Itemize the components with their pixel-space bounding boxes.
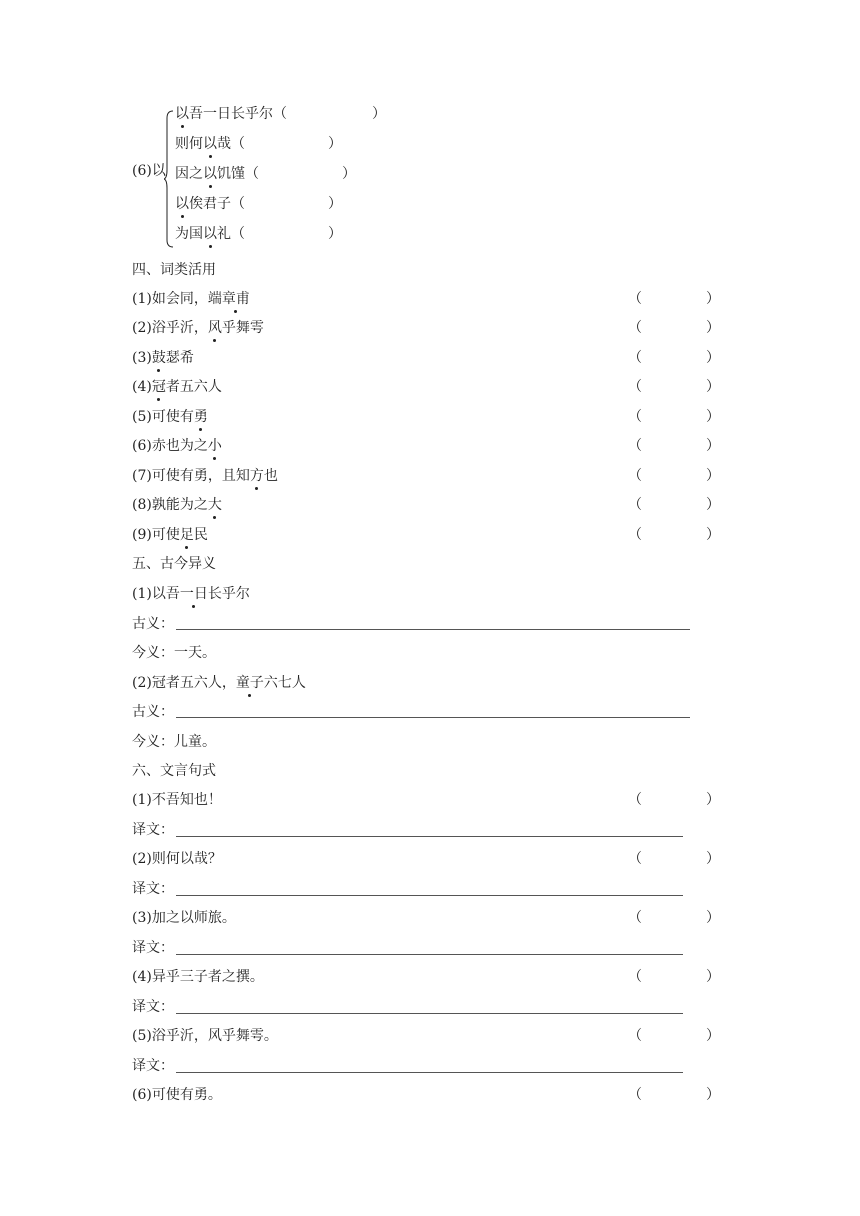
paren-close: ） bbox=[328, 136, 342, 152]
text-segment: 长乎尔 bbox=[207, 586, 250, 602]
answer-paren-open: （ bbox=[628, 291, 642, 307]
section5-item-2 bbox=[132, 673, 306, 693]
text-segment: (2)浴乎沂， bbox=[132, 320, 208, 336]
translation-label: 译文： bbox=[132, 940, 174, 956]
answer-paren-close: ） bbox=[706, 910, 720, 926]
text-segment: 者五六人 bbox=[165, 379, 222, 395]
emphasis-dot-text: 一日 bbox=[179, 586, 208, 602]
translation-blank[interactable] bbox=[176, 1072, 683, 1073]
text-segment: (1)以吾 bbox=[132, 586, 180, 602]
answer-paren-open: （ bbox=[628, 409, 642, 425]
text-segment: (8)孰能为之 bbox=[132, 497, 208, 513]
emphasis-dot-text: 章甫 bbox=[221, 291, 250, 307]
answer-paren-close: ） bbox=[706, 527, 720, 543]
section4-item-6 bbox=[132, 436, 222, 456]
answer-paren-close: ） bbox=[706, 379, 720, 395]
ancient-meaning-label: 古义： bbox=[132, 704, 174, 720]
translation-label: 译文： bbox=[132, 1058, 174, 1074]
text-segment: 也 bbox=[263, 468, 278, 484]
ancient-meaning-label: 古义： bbox=[132, 616, 174, 632]
emphasis-dot-text: 大 bbox=[207, 497, 222, 513]
modern-meaning: 今义：儿童。 bbox=[132, 734, 216, 750]
emphasis-dot-text: 风 bbox=[207, 320, 222, 336]
section4-item-8 bbox=[132, 495, 222, 515]
section6-item-6: (6)可使有勇。 bbox=[132, 1087, 222, 1103]
answer-paren-close: ） bbox=[706, 291, 720, 307]
group6-item-5 bbox=[175, 224, 245, 244]
group6-label: (6)以 bbox=[132, 163, 166, 179]
answer-paren-open: （ bbox=[628, 527, 642, 543]
answer-paren-close: ） bbox=[706, 320, 720, 336]
answer-paren-open: （ bbox=[628, 969, 642, 985]
text-segment: 则何 bbox=[175, 136, 203, 152]
section6-item-5: (5)浴乎沂，风乎舞雩。 bbox=[132, 1028, 278, 1044]
emphasis-dot-text: 以 bbox=[175, 106, 189, 122]
section6-item-1: (1)不吾知也！ bbox=[132, 792, 222, 808]
section4-title: 四、词类活用 bbox=[132, 262, 216, 278]
emphasis-dot-text: 以 bbox=[203, 226, 217, 242]
text-segment: 乎舞雩 bbox=[221, 320, 264, 336]
emphasis-dot-text: 小 bbox=[207, 438, 222, 454]
text-segment: (3) bbox=[132, 350, 152, 366]
emphasis-dot-text: 以 bbox=[203, 136, 217, 152]
emphasis-dot-text: 以 bbox=[203, 166, 217, 182]
section6-title: 六、文言句式 bbox=[132, 763, 216, 779]
answer-paren-close: ） bbox=[706, 1087, 720, 1103]
answer-paren-open: （ bbox=[628, 438, 642, 454]
group6-item-1 bbox=[175, 104, 287, 124]
text-segment: 为国 bbox=[175, 226, 203, 242]
text-segment: 民 bbox=[193, 527, 208, 543]
answer-paren-open: （ bbox=[628, 1087, 642, 1103]
answer-paren-close: ） bbox=[706, 1028, 720, 1044]
section5-item-1 bbox=[132, 584, 250, 604]
text-segment: 因之 bbox=[175, 166, 203, 182]
answer-paren-open: （ bbox=[628, 497, 642, 513]
answer-paren-open: （ bbox=[628, 792, 642, 808]
emphasis-dot-text: 童子 bbox=[235, 675, 264, 691]
ancient-meaning-blank[interactable] bbox=[176, 629, 690, 630]
text-segment: (7)可使有勇，且知 bbox=[132, 468, 250, 484]
section4-item-1 bbox=[132, 289, 250, 309]
paren-close: ） bbox=[342, 166, 356, 182]
answer-paren-close: ） bbox=[706, 969, 720, 985]
ancient-meaning-blank[interactable] bbox=[176, 717, 690, 718]
text-segment: (2)冠者五六人， bbox=[132, 675, 236, 691]
answer-paren-close: ） bbox=[706, 468, 720, 484]
section6-item-3: (3)加之以师旅。 bbox=[132, 910, 236, 926]
group6-item-2 bbox=[175, 134, 245, 154]
emphasis-dot-text: 勇 bbox=[193, 409, 208, 425]
text-segment: 六七人 bbox=[263, 675, 306, 691]
emphasis-dot-text: 鼓 bbox=[151, 350, 166, 366]
section4-item-2 bbox=[132, 318, 264, 338]
emphasis-dot-text: 冠 bbox=[151, 379, 166, 395]
section4-item-7 bbox=[132, 466, 278, 486]
answer-paren-open: （ bbox=[628, 379, 642, 395]
answer-paren-open: （ bbox=[628, 851, 642, 867]
answer-paren-close: ） bbox=[706, 851, 720, 867]
answer-paren-close: ） bbox=[706, 497, 720, 513]
section5-title: 五、古今异义 bbox=[132, 556, 216, 572]
section4-item-4 bbox=[132, 377, 222, 397]
text-segment: 吾一日长乎尔（ bbox=[189, 106, 287, 122]
answer-paren-close: ） bbox=[706, 792, 720, 808]
section6-item-2: (2)则何以哉？ bbox=[132, 851, 222, 867]
paren-close: ） bbox=[372, 106, 386, 122]
brace-icon bbox=[164, 110, 174, 248]
text-segment: 饥馑（ bbox=[217, 166, 259, 182]
text-segment: (6)赤也为之 bbox=[132, 438, 208, 454]
text-segment: 俟君子（ bbox=[189, 196, 245, 212]
answer-paren-open: （ bbox=[628, 468, 642, 484]
modern-meaning: 今义：一天。 bbox=[132, 645, 216, 661]
answer-paren-open: （ bbox=[628, 1028, 642, 1044]
answer-paren-close: ） bbox=[706, 350, 720, 366]
translation-blank[interactable] bbox=[176, 895, 683, 896]
text-segment: 瑟希 bbox=[165, 350, 194, 366]
paren-close: ） bbox=[328, 196, 342, 212]
answer-paren-open: （ bbox=[628, 350, 642, 366]
section4-item-5 bbox=[132, 407, 208, 427]
translation-blank[interactable] bbox=[176, 836, 683, 837]
section4-item-9 bbox=[132, 525, 208, 545]
answer-paren-open: （ bbox=[628, 910, 642, 926]
translation-label: 译文： bbox=[132, 881, 174, 897]
translation-blank[interactable] bbox=[176, 1013, 683, 1014]
emphasis-dot-text: 以 bbox=[175, 196, 189, 212]
emphasis-dot-text: 足 bbox=[179, 527, 194, 543]
text-segment: (4) bbox=[132, 379, 152, 395]
text-segment: (9)可使 bbox=[132, 527, 180, 543]
emphasis-dot-text: 方 bbox=[249, 468, 264, 484]
group6-item-4 bbox=[175, 194, 245, 214]
text-segment: 哉（ bbox=[217, 136, 245, 152]
text-segment: 礼（ bbox=[217, 226, 245, 242]
group6-item-3 bbox=[175, 164, 259, 184]
text-segment: (1)如会同，端 bbox=[132, 291, 222, 307]
section6-item-4: (4)异乎三子者之撰。 bbox=[132, 969, 264, 985]
answer-paren-close: ） bbox=[706, 409, 720, 425]
translation-label: 译文： bbox=[132, 999, 174, 1015]
translation-blank[interactable] bbox=[176, 954, 683, 955]
translation-label: 译文： bbox=[132, 822, 174, 838]
text-segment: (5)可使有 bbox=[132, 409, 194, 425]
paren-close: ） bbox=[328, 226, 342, 242]
answer-paren-close: ） bbox=[706, 438, 720, 454]
answer-paren-open: （ bbox=[628, 320, 642, 336]
section4-item-3 bbox=[132, 348, 194, 368]
